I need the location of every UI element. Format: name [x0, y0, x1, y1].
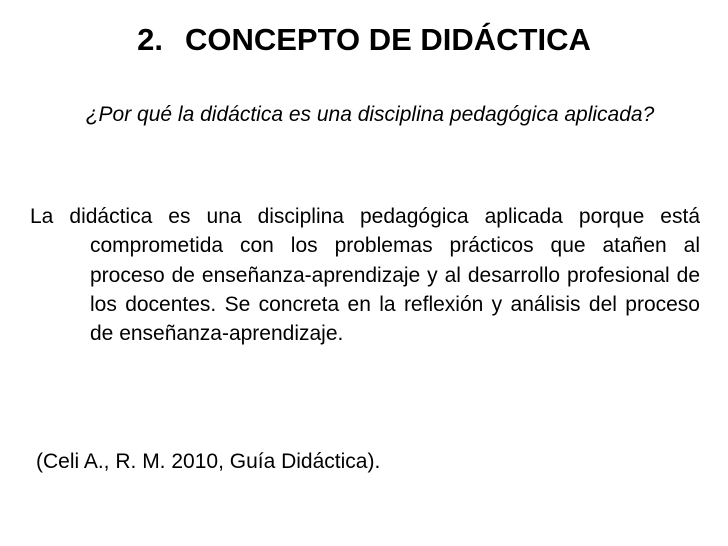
- body-paragraph: La didáctica es una disciplina pedagógica aplicada porque está comprometida con los problemas prácticos que atañen al proceso de enseñanza-aprendizaje y al desarrollo profesional de los docentes. Se concreta en la reflexión y análisis del proceso de enseñanza-aprendizaje.: [30, 205, 700, 346]
- citation-text: (Celi A., R. M. 2010, Guía Didáctica).: [36, 450, 381, 473]
- slide-title: [0, 20, 728, 60]
- title-number: 2.: [137, 22, 163, 57]
- question-text: ¿Por qué la didáctica es una disciplina pedagógica aplicada?: [85, 103, 655, 126]
- title-text: CONCEPTO DE DIDÁCTICA: [184, 22, 591, 57]
